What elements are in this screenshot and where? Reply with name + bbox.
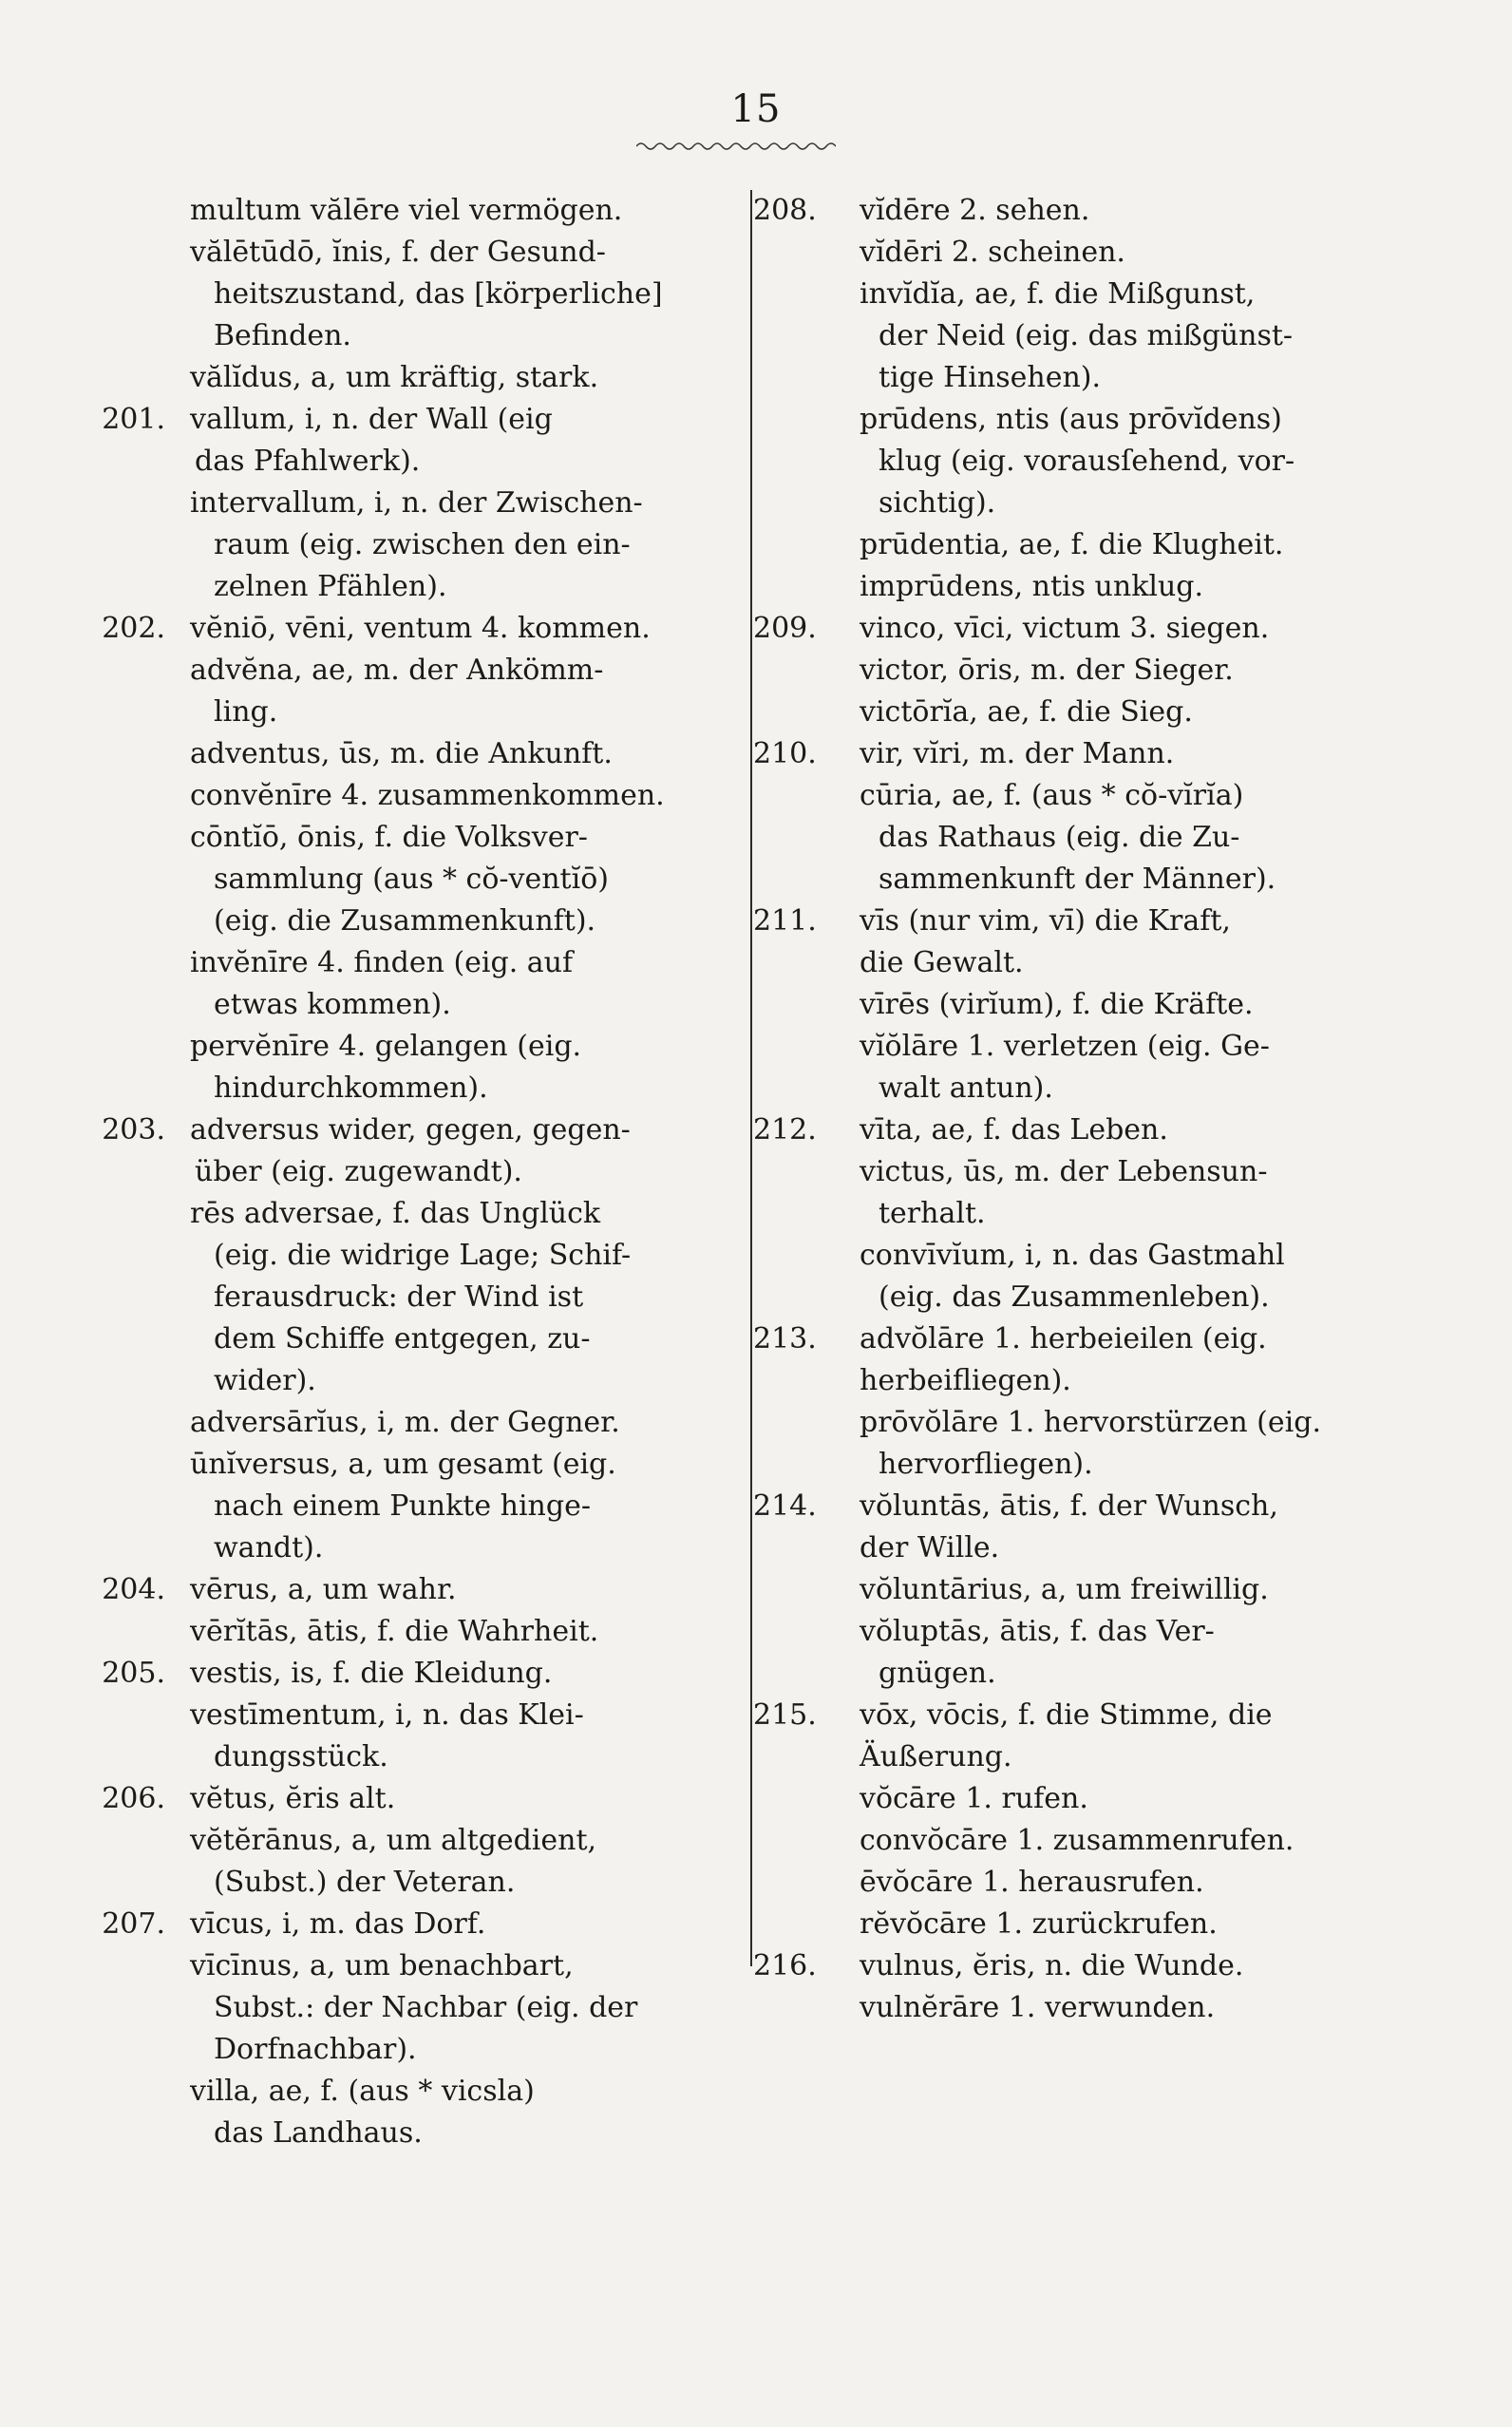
- dictionary-entry: [755, 399, 1363, 524]
- entry-line: rēs adversae, f. das Unglück: [190, 1197, 601, 1230]
- entry-line: terhalt.: [879, 1197, 986, 1230]
- dictionary-entry: [755, 1569, 1363, 1611]
- entry-line: adversus wider, gegen, gegen-: [190, 1113, 631, 1147]
- entry-line: vulnĕrāre 1. verwunden.: [860, 1991, 1216, 2024]
- entry-number: 213.: [753, 1322, 817, 1356]
- entry-line: pervĕnīre 4. gelangen (eig.: [190, 1030, 582, 1063]
- dictionary-entry: [102, 399, 741, 483]
- entry-line: sammlung (aus * cŏ-ventĭō): [214, 863, 609, 896]
- entry-line: vĕniō, vēni, ventum 4. kommen.: [190, 612, 651, 645]
- dictionary-entry: [755, 608, 1363, 650]
- entry-line: villa, ae, f. (aus * vicsla): [190, 2075, 535, 2108]
- column-divider: [750, 190, 752, 1966]
- entry-line: herbeifliegen).: [860, 1364, 1071, 1397]
- entry-number: 212.: [753, 1113, 817, 1147]
- dictionary-entry: [171, 1695, 741, 1778]
- entry-number: 216.: [753, 1949, 817, 1982]
- dictionary-entry: [171, 1820, 741, 1904]
- entry-line: Befinden.: [214, 319, 351, 352]
- dictionary-entry: [755, 775, 1363, 901]
- entry-number: 208.: [753, 194, 817, 227]
- dictionary-entry: [755, 190, 1363, 232]
- entry-line: hervorfliegen).: [879, 1448, 1093, 1481]
- entry-line: victus, ūs, m. der Lebensun-: [860, 1155, 1268, 1188]
- entry-line: (eig. die Zusammenkunft).: [214, 904, 596, 938]
- entry-line: heitszustand, das [körperliche]: [214, 277, 663, 311]
- dictionary-entry: [755, 1402, 1363, 1486]
- entry-number: 204.: [102, 1573, 165, 1606]
- entry-line: convĕnīre 4. zusammenkommen.: [190, 779, 665, 812]
- dictionary-entry: [102, 1904, 741, 1945]
- dictionary-entry: [755, 1611, 1363, 1695]
- dictionary-entry: [755, 1820, 1363, 1862]
- entry-line: vĭŏlāre 1. verletzen (eig. Ge-: [860, 1030, 1270, 1063]
- page-number: 15: [730, 87, 782, 131]
- dictionary-entry: [171, 1402, 741, 1444]
- entry-line: prūdens, ntis (aus prōvĭdens): [860, 403, 1282, 436]
- entry-line: intervallum, i, n. der Zwischen-: [190, 486, 643, 520]
- entry-line: das Rathaus (eig. die Zu-: [879, 821, 1240, 854]
- dictionary-entry: [755, 733, 1363, 775]
- dictionary-entry: [171, 1945, 741, 2071]
- entry-line: dungsstück.: [214, 1740, 388, 1773]
- entry-line: vŏcāre 1. rufen.: [860, 1782, 1088, 1815]
- entry-line: prūdentia, ae, f. die Klugheit.: [860, 528, 1284, 561]
- entry-line: vīcus, i, m. das Dorf.: [190, 1907, 486, 1941]
- dictionary-entry: [755, 901, 1363, 984]
- dictionary-entry: [755, 1862, 1363, 1904]
- dictionary-entry: [755, 650, 1363, 692]
- dictionary-entry: [102, 1653, 741, 1695]
- entry-line: vīs (nur vim, vī) die Kraft,: [860, 904, 1231, 938]
- dictionary-entry: [755, 1945, 1363, 1987]
- entry-line: vŏluntās, ātis, f. der Wunsch,: [860, 1489, 1278, 1523]
- dictionary-entry: [171, 190, 741, 232]
- entry-line: invĕnīre 4. finden (eig. auf: [190, 946, 574, 979]
- entry-line: advŏlāre 1. herbeieilen (eig.: [860, 1322, 1267, 1356]
- entry-line: invĭdĭa, ae, f. die Mißgunst,: [860, 277, 1256, 311]
- entry-line: vallum, i, n. der Wall (eig: [190, 403, 553, 436]
- right-column: [755, 190, 1363, 2029]
- entry-line: (Subst.) der Veteran.: [214, 1866, 516, 1899]
- entry-line: convŏcāre 1. zusammenrufen.: [860, 1824, 1295, 1857]
- entry-line: ēvŏcāre 1. herausrufen.: [860, 1866, 1204, 1899]
- entry-line: vĕtĕrānus, a, um altgedient,: [190, 1824, 597, 1857]
- entry-line: advĕna, ae, m. der Ankömm-: [190, 654, 604, 687]
- entry-line: (eig. das Zusammenleben).: [879, 1280, 1270, 1314]
- entry-line: ling.: [214, 695, 278, 729]
- entry-line: ūnĭversus, a, um gesamt (eig.: [190, 1448, 616, 1481]
- entry-number: 202.: [102, 612, 165, 645]
- entry-line: raum (eig. zwischen den ein-: [214, 528, 631, 561]
- dictionary-entry: [755, 1904, 1363, 1945]
- entry-line: vinco, vīci, victum 3. siegen.: [860, 612, 1270, 645]
- dictionary-entry: [171, 775, 741, 817]
- entry-line: vălētūdō, ĭnis, f. der Gesund-: [190, 236, 606, 269]
- entry-line: wandt).: [214, 1531, 324, 1564]
- entry-line: der Wille.: [860, 1531, 1000, 1564]
- dictionary-entry: [171, 733, 741, 775]
- entry-line: hindurchkommen).: [214, 1071, 488, 1105]
- entry-line: cūria, ae, f. (aus * cŏ-vĭrĭa): [860, 779, 1244, 812]
- entry-line: prōvŏlāre 1. hervorstürzen (eig.: [860, 1406, 1321, 1439]
- entry-line: victor, ōris, m. der Sieger.: [860, 654, 1234, 687]
- entry-number: 203.: [102, 1113, 165, 1147]
- entry-line: vălĭdus, a, um kräftig, stark.: [190, 361, 599, 394]
- entry-line: ferausdruck: der Wind ist: [214, 1280, 584, 1314]
- dictionary-entry: [755, 566, 1363, 608]
- dictionary-entry: [755, 692, 1363, 733]
- entry-line: vōx, vōcis, f. die Stimme, die: [860, 1698, 1273, 1732]
- dictionary-entry: [171, 817, 741, 942]
- entry-line: Subst.: der Nachbar (eig. der: [214, 1991, 638, 2024]
- entry-line: adversārĭus, i, m. der Gegner.: [190, 1406, 620, 1439]
- entry-line: vērus, a, um wahr.: [190, 1573, 457, 1606]
- entry-line: das Pfahlwerk).: [195, 445, 421, 478]
- dictionary-entry: [755, 1778, 1363, 1820]
- dictionary-entry: [102, 1569, 741, 1611]
- dictionary-entry: [171, 1611, 741, 1653]
- dictionary-entry: [755, 1109, 1363, 1151]
- wavy-ornament: [636, 141, 836, 152]
- entry-number: 209.: [753, 612, 817, 645]
- dictionary-entry: [102, 1109, 741, 1193]
- dictionary-entry: [171, 1026, 741, 1109]
- entry-line: vir, vĭri, m. der Mann.: [860, 737, 1175, 770]
- dictionary-entry: [755, 274, 1363, 399]
- entry-line: dem Schiffe entgegen, zu-: [214, 1322, 591, 1356]
- entry-line: convīvĭum, i, n. das Gastmahl: [860, 1239, 1285, 1272]
- entry-line: rĕvŏcāre 1. zurückrufen.: [860, 1907, 1218, 1941]
- dictionary-entry: [755, 232, 1363, 274]
- dictionary-entry: [755, 1987, 1363, 2029]
- dictionary-entry: [171, 483, 741, 608]
- entry-line: tige Hinsehen).: [879, 361, 1102, 394]
- entry-line: klug (eig. vorausſehend, vor-: [879, 445, 1295, 478]
- entry-line: vīcīnus, a, um benachbart,: [190, 1949, 574, 1982]
- entry-number: 210.: [753, 737, 817, 770]
- dictionary-entry: [171, 650, 741, 733]
- entry-number: 214.: [753, 1489, 817, 1523]
- entry-line: cōntĭō, ōnis, f. die Volksver-: [190, 821, 588, 854]
- dictionary-entry: [755, 1695, 1363, 1778]
- entry-line: über (eig. zugewandt).: [195, 1155, 522, 1188]
- entry-line: sichtig).: [879, 486, 996, 520]
- entry-line: imprūdens, ntis unklug.: [860, 570, 1204, 603]
- entry-line: vĭdēre 2. sehen.: [860, 194, 1090, 227]
- entry-line: der Neid (eig. das mißgünst-: [879, 319, 1294, 352]
- entry-line: adventus, ūs, m. die Ankunft.: [190, 737, 613, 770]
- entry-line: wider).: [214, 1364, 316, 1397]
- dictionary-entry: [755, 524, 1363, 566]
- entry-line: vērĭtās, ātis, f. die Wahrheit.: [190, 1615, 599, 1648]
- entry-line: victōrĭa, ae, f. die Sieg.: [860, 695, 1193, 729]
- dictionary-entry: [755, 984, 1363, 1026]
- entry-line: zelnen Pfählen).: [214, 570, 447, 603]
- dictionary-entry: [755, 1486, 1363, 1569]
- dictionary-entry: [171, 1193, 741, 1402]
- entry-number: 201.: [102, 403, 165, 436]
- dictionary-entry: [171, 1444, 741, 1569]
- left-column: [102, 190, 741, 2154]
- dictionary-entry: [755, 1318, 1363, 1402]
- entry-line: vestis, is, f. die Kleidung.: [190, 1657, 553, 1690]
- dictionary-entry: [102, 1778, 741, 1820]
- entry-number: 205.: [102, 1657, 165, 1690]
- dictionary-entry: [755, 1026, 1363, 1109]
- entry-number: 211.: [753, 904, 817, 938]
- entry-number: 215.: [753, 1698, 817, 1732]
- entry-line: sammenkunft der Männer).: [879, 863, 1276, 896]
- dictionary-entry: [755, 1151, 1363, 1235]
- entry-line: vŏluntārius, a, um freiwillig.: [860, 1573, 1269, 1606]
- entry-line: vīta, ae, f. das Leben.: [860, 1113, 1168, 1147]
- entry-line: etwas kommen).: [214, 988, 451, 1021]
- entry-line: gnügen.: [879, 1657, 996, 1690]
- entry-line: vĕtus, ĕris alt.: [190, 1782, 396, 1815]
- entry-number: 207.: [102, 1907, 165, 1941]
- entry-line: vulnus, ĕris, n. die Wunde.: [860, 1949, 1244, 1982]
- entry-line: Äußerung.: [860, 1740, 1012, 1773]
- entry-line: das Landhaus.: [214, 2116, 423, 2150]
- entry-line: vīrēs (virĭum), f. die Kräfte.: [860, 988, 1254, 1021]
- entry-line: (eig. die widrige Lage; Schif-: [214, 1239, 632, 1272]
- entry-line: vestīmentum, i, n. das Klei-: [190, 1698, 584, 1732]
- dictionary-entry: [171, 232, 741, 357]
- dictionary-entry: [171, 942, 741, 1026]
- dictionary-entry: [102, 608, 741, 650]
- entry-line: nach einem Punkte hinge-: [214, 1489, 591, 1523]
- entry-line: vŏluptās, ātis, f. das Ver-: [860, 1615, 1215, 1648]
- entry-line: walt antun).: [879, 1071, 1053, 1105]
- dictionary-entry: [171, 2071, 741, 2154]
- entry-line: multum vălēre viel vermögen.: [190, 194, 623, 227]
- dictionary-entry: [171, 357, 741, 399]
- entry-line: vĭdēri 2. scheinen.: [860, 236, 1125, 269]
- entry-line: Dorfnachbar).: [214, 2033, 417, 2066]
- dictionary-entry: [755, 1235, 1363, 1318]
- entry-line: die Gewalt.: [860, 946, 1024, 979]
- entry-number: 206.: [102, 1782, 165, 1815]
